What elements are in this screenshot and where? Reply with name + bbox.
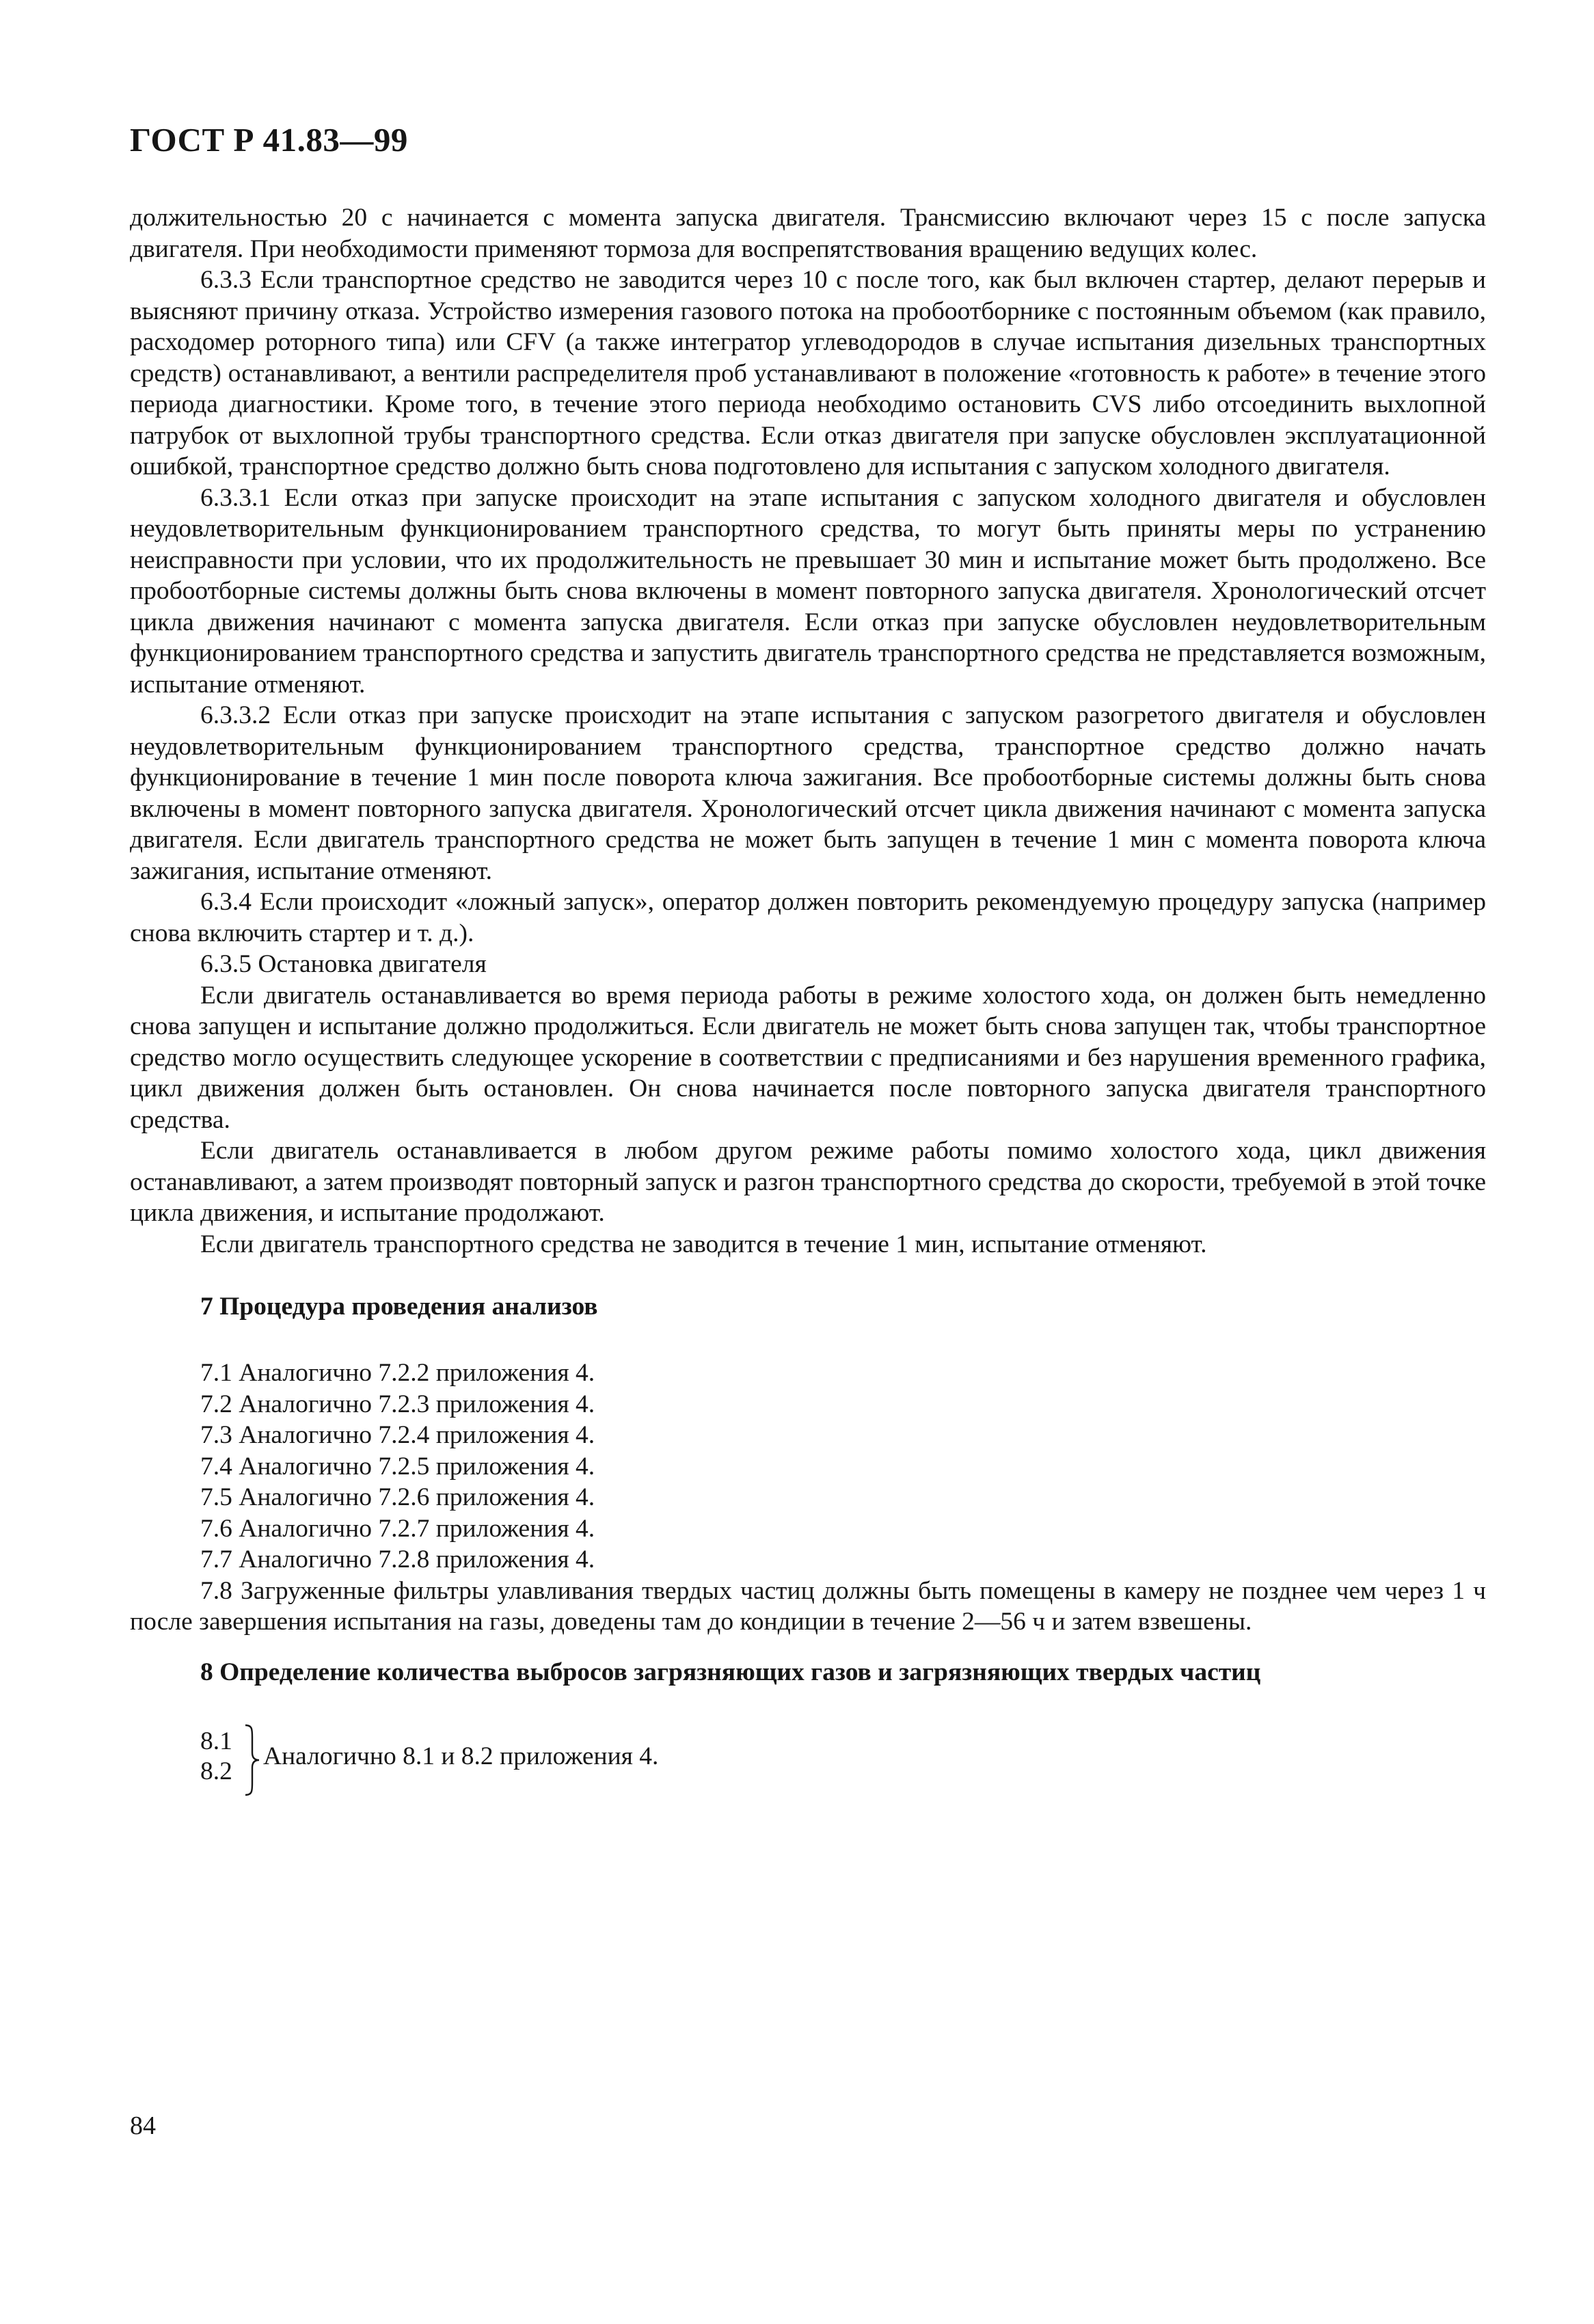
section-8-title: 8 Определение количества выбросов загрязняющих газов и загрязняющих твердых частиц: [200, 1658, 1261, 1686]
list-item: 7.6 Аналогично 7.2.7 приложения 4.: [200, 1514, 595, 1543]
list-item: 7.7 Аналогично 7.2.8 приложения 4.: [200, 1545, 595, 1573]
document-header: ГОСТ Р 41.83—99: [130, 121, 408, 159]
right-brace-icon: [243, 1722, 262, 1798]
paragraph-engine-stall-idle: Если двигатель останавливается во время периода работы в режиме холостого хода, он должен быть немедленно снова запущен и испытание должно продолжиться. Если двигатель не может быть снова запущен так, чтобы транспортное средство могло осуществить следующее ускорение в соответствии с предписаниями и без нарушения временного графика, цикл движения должен быть остановлен. Он снова начинается после повторного запуска двигателя транспортного средства.: [130, 981, 1486, 1134]
grouped-items-text: Аналогично 8.1 и 8.2 приложения 4.: [263, 1742, 659, 1770]
section-7-title: 7 Процедура проведения анализов: [200, 1293, 598, 1321]
section-7-list: [130, 1357, 1486, 1638]
paragraph-6-3-3-2: 6.3.3.2 Если отказ при запуске происходит на этапе испытания с запуском разогретого двигателя и обусловлен неудовлетворительным функционированием транспортного средства, транспортное средство должно начать функционирование в течение 1 мин после поворота ключа зажигания. Все пробоотборные системы должны быть снова включены в момент повторного запуска двигателя. Хронологический отсчет цикла движения начинают с момента запуска двигателя. Если двигатель транспортного средства не может быть запущен в течение 1 мин с момента поворота ключа зажигания, испытание отменяют.: [130, 701, 1486, 885]
list-item: 7.1 Аналогично 7.2.2 приложения 4.: [200, 1359, 595, 1387]
paragraph-continuation: должительностью 20 с начинается с момента запуска двигателя. Трансмиссию включают через 15 с после запуска двигателя. При необходимости применяют тормоза для воспрепятствования вращению ведущих колес.: [130, 204, 1486, 263]
paragraph-engine-stall-other: Если двигатель останавливается в любом другом режиме работы помимо холостого хода, цикл движения останавливают, а затем производят повторный запуск и разгон транспортного средства до скорости, требуемой в этой точке цикла движения, и испытание продолжают.: [130, 1137, 1486, 1227]
page-number: 84: [130, 2111, 156, 2140]
paragraph-6-3-3-1: 6.3.3.1 Если отказ при запуске происходит на этапе испытания с запуском холодного двигателя и обусловлен неудовлетворительным функционированием транспортного средства, то могут быть приняты меры по устранению неисправности при условии, что их продолжительность не превышает 30 мин и испытание может быть продолжено. Все пробоотборные системы должны быть снова включены в момент повторного запуска двигателя. Хронологический отсчет цикла движения начинают с момента запуска двигателя. Если отказ при запуске обусловлен неудовлетворительным функционированием транспортного средства и запустить двигатель транспортного средства не представляется возможным, испытание отменяют.: [130, 483, 1486, 699]
list-item: 7.3 Аналогично 7.2.4 приложения 4.: [200, 1421, 595, 1449]
grouped-item-numbers: [200, 1727, 241, 1787]
paragraph-6-3-3: 6.3.3 Если транспортное средство не заводится через 10 с после того, как был включен стартер, делают перерыв и выясняют причину отказа. Устройство измерения газового потока на пробоотборнике с постоянным объемом (как правило, расходомер роторного типа) или CFV (а также интегратор углеводородов в случае испытания дизельных транспортных средств) останавливают, а вентили распределителя проб устанавливают в положение «готовность к работе» в течение этого периода диагностики. Кроме того, в течение этого периода необходимо остановить CVS либо отсоединить выхлопной патрубок от выхлопной трубы транспортного средства. Если отказ двигателя при запуске обусловлен эксплуатационной ошибкой, транспортное средство должно быть снова подготовлено для испытания с запуском холодного двигателя.: [130, 266, 1486, 481]
paragraph-6-3-5-heading: 6.3.5 Остановка двигателя: [200, 950, 487, 978]
list-item: 7.4 Аналогично 7.2.5 приложения 4.: [200, 1452, 595, 1481]
list-item: 7.2 Аналогично 7.2.3 приложения 4.: [200, 1390, 595, 1418]
item-number: 8.2: [200, 1757, 232, 1785]
body-text: [130, 202, 1486, 1260]
item-number: 8.1: [200, 1727, 232, 1755]
paragraph-6-3-4: 6.3.4 Если происходит «ложный запуск», оператор должен повторить рекомендуемую процедуру запуска (например снова включить стартер и т. д.).: [130, 888, 1486, 947]
list-item: 7.5 Аналогично 7.2.6 приложения 4.: [200, 1483, 595, 1511]
paragraph-engine-no-start: Если двигатель транспортного средства не заводится в течение 1 мин, испытание отменяют.: [200, 1230, 1207, 1258]
list-item-7-8: 7.8 Загруженные фильтры улавливания твердых частиц должны быть помещены в камеру не позднее чем через 1 ч после завершения испытания на газы, доведены там до кондиции в течение 2—56 ч и затем взвешены.: [130, 1576, 1486, 1636]
